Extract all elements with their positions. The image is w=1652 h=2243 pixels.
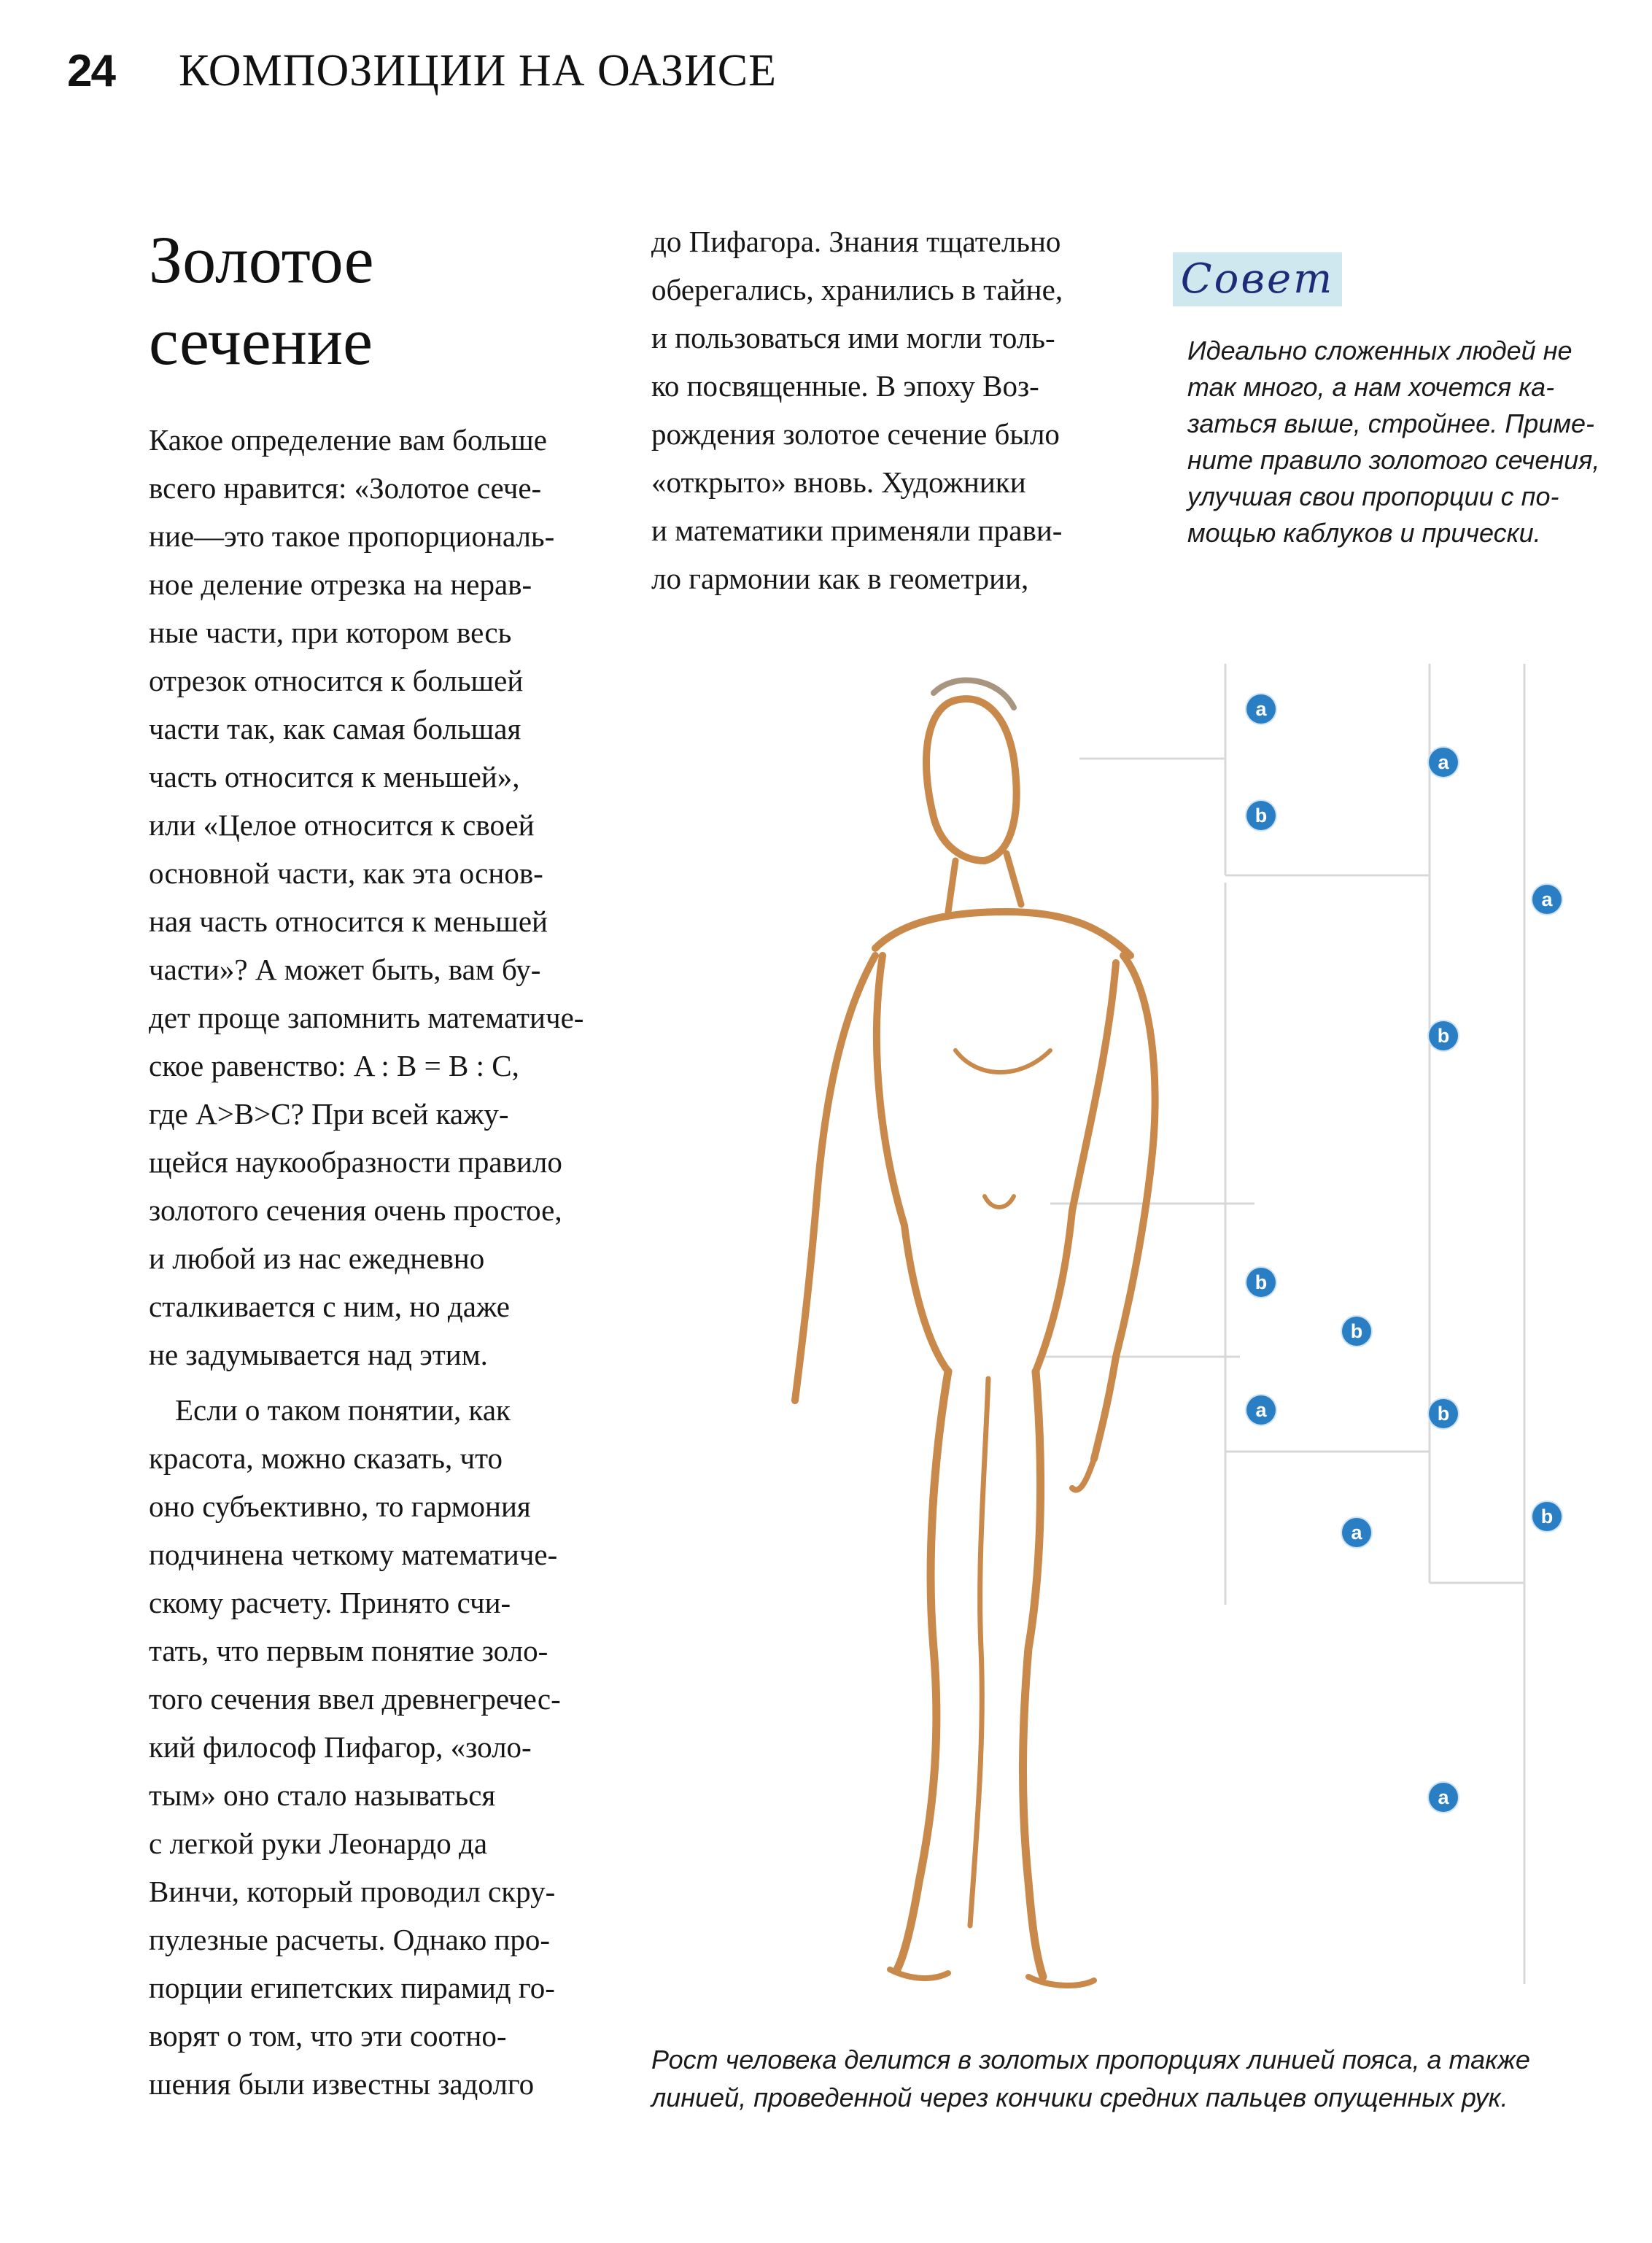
text-line: и пользоваться ими могли толь-	[651, 321, 1055, 355]
proportion-figure	[788, 642, 1619, 1999]
proportion-marker-a: a	[1532, 885, 1562, 914]
text-line: шения были известны задолго	[149, 2067, 535, 2101]
proportion-marker-b: b	[1532, 1502, 1562, 1531]
body-column-2	[149, 1386, 608, 2108]
text-line: сталкивается с ним, но даже	[149, 1290, 510, 1323]
text-line: Винчи, который проводил скру-	[149, 1875, 556, 1908]
proportion-marker-a: a	[1246, 694, 1276, 724]
text-line: отрезок относится к большей	[149, 664, 524, 697]
running-head: КОМПОЗИЦИИ НА ОАЗИСЕ	[179, 46, 777, 96]
text-line: или «Целое относится к своей	[149, 808, 535, 842]
text-line: с легкой руки Леонардо да	[149, 1826, 488, 1860]
text-line: золотого сечения очень простое,	[149, 1193, 562, 1227]
text-line: не задумывается над этим.	[149, 1338, 488, 1371]
proportion-marker-a: a	[1429, 748, 1458, 777]
proportion-marker-b: b	[1246, 1268, 1276, 1297]
text-line: до Пифагора. Знания тщательно	[651, 225, 1061, 258]
tip-label: Совет	[1180, 255, 1335, 303]
article-title	[149, 219, 616, 382]
text-line: красота, можно сказать, что	[149, 1441, 503, 1475]
text-line: Если о таком понятии, как	[175, 1393, 511, 1427]
proportion-marker-b: b	[1429, 1399, 1458, 1428]
tip-line: так много, а нам хочется ка-	[1187, 372, 1555, 402]
body-outline	[795, 681, 1155, 1986]
text-line: ло гармонии как в геометрии,	[651, 562, 1029, 595]
text-line: порции египетских пирамид го-	[149, 1971, 555, 2004]
text-line: тать, что первым понятие золо-	[149, 1634, 548, 1667]
text-line: где A>B>C? При всей кажу-	[149, 1097, 509, 1131]
text-line: рождения золотое сечение было	[651, 417, 1060, 451]
text-line: Какое определение вам больше	[149, 423, 547, 457]
text-line: и математики применяли прави-	[651, 514, 1063, 547]
text-line: и любой из нас ежедневно	[149, 1241, 485, 1275]
proportion-marker-b: b	[1429, 1021, 1458, 1050]
text-line: пулезные расчеты. Однако про-	[149, 1923, 551, 1956]
text-line: подчинена четкому математиче-	[149, 1538, 558, 1571]
body-column-3	[651, 217, 1104, 603]
text-line: «открыто» вновь. Художники	[651, 465, 1026, 499]
tip-line: мощью каблуков и прически.	[1187, 518, 1541, 548]
text-line: всего нравится: «Золотое сече-	[149, 471, 542, 505]
text-line: оно субъективно, то гармония	[149, 1489, 531, 1523]
text-line: ные части, при котором весь	[149, 616, 512, 649]
text-line: основной части, как эта основ-	[149, 856, 543, 890]
text-line: ная часть относится к меньшей	[149, 904, 548, 938]
tip-text	[1187, 333, 1640, 551]
proportion-marker-a: a	[1429, 1783, 1458, 1812]
figure-caption	[651, 2041, 1599, 2117]
caption-line: линией, проведенной через кончики средних пальцев опущенных рук.	[651, 2083, 1508, 2112]
tip-line: улучшая свои пропорции с по-	[1187, 481, 1559, 511]
caption-line: Рост человека делится в золотых пропорциях линией пояса, а также	[651, 2045, 1530, 2075]
text-line: тым» оно стало называться	[149, 1778, 496, 1812]
text-line: скому расчету. Принято счи-	[149, 1586, 511, 1619]
text-line: того сечения ввел древнегречес-	[149, 1682, 561, 1716]
text-line: щейся наукообразности правило	[149, 1145, 562, 1179]
text-line: части так, как самая большая	[149, 712, 521, 745]
proportion-marker-b: b	[1246, 801, 1276, 830]
tip-line: заться выше, стройнее. Приме-	[1187, 408, 1595, 438]
proportion-marker-a: a	[1342, 1518, 1371, 1547]
body-column-1	[149, 416, 608, 1379]
proportion-marker-a: a	[1246, 1395, 1276, 1425]
text-line: дет проще запомнить математиче-	[149, 1001, 584, 1034]
text-line: часть относится к меньшей»,	[149, 760, 520, 794]
human-figure-sketch	[788, 642, 1619, 1999]
tip-line: Идеально сложенных людей не	[1187, 336, 1572, 365]
proportion-marker-b: b	[1342, 1317, 1371, 1346]
text-line: кий философ Пифагор, «золо-	[149, 1730, 532, 1764]
text-line: ское равенство: A : B = B : C,	[149, 1049, 519, 1082]
text-line: ко посвященные. В эпоху Воз-	[651, 369, 1039, 403]
page-number: 24	[67, 46, 115, 96]
text-line: ное деление отрезка на нерав-	[149, 567, 532, 601]
title-line: Золотое	[149, 222, 374, 297]
text-line: оберегались, хранились в тайне,	[651, 273, 1063, 306]
text-line: части»? А может быть, вам бу-	[149, 953, 541, 986]
title-line: сечение	[149, 304, 373, 379]
text-line: ворят о том, что эти соотно-	[149, 2019, 507, 2053]
tip-line: ните правило золотого сечения,	[1187, 445, 1600, 475]
text-line: ние—это такое пропорциональ-	[149, 519, 555, 553]
